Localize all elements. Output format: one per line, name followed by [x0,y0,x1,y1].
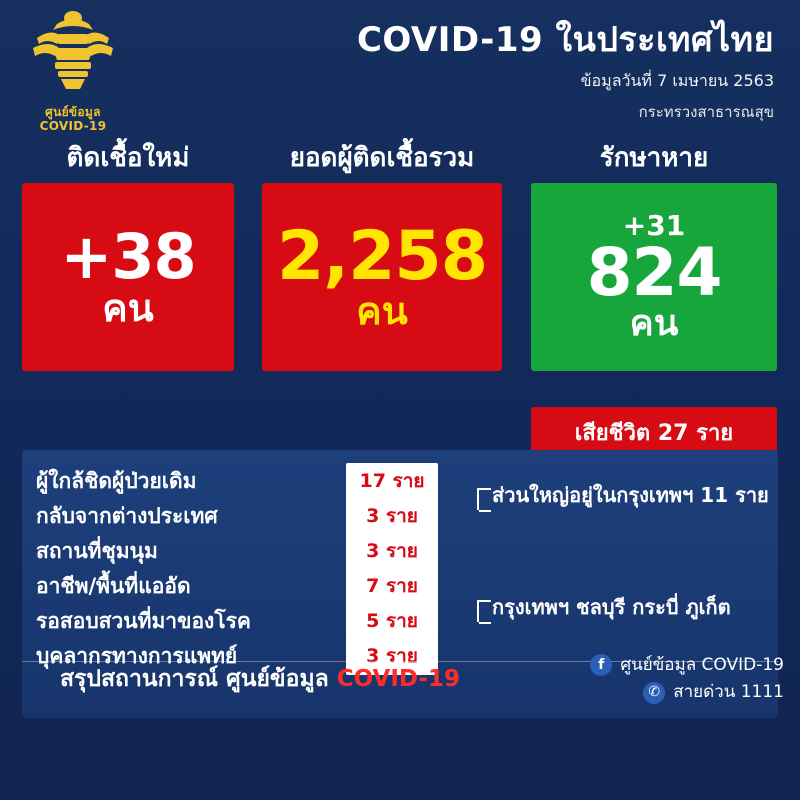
note-top: ส่วนใหญ่อยู่ในกรุงเทพฯ 11 ราย [492,483,769,507]
breakdown-value: 17 ราย [346,463,438,500]
stat-card-total-cases [262,145,502,371]
ministry-name: กระทรวงสาธารณสุข [638,103,774,122]
stats-section [0,145,800,445]
stat-unit-new-cases: คน [102,286,154,331]
stat-label-new-cases: ติดเชื้อใหม่ [66,143,190,173]
breakdown-label: อาชีพ/พื้นที่แออัด [36,574,191,598]
breakdown-value: 3 ราย [346,533,438,570]
connector-bracket-top [477,488,479,510]
breakdown-notes [492,482,769,619]
stat-label-recovered: รักษาหาย [599,143,709,173]
emblem-label-line2: COVID-19 [39,118,107,133]
breakdown-value: 7 ราย [346,568,438,605]
footer-phone-line[interactable] [590,679,784,706]
title-block [357,22,774,124]
table-row [22,534,778,569]
breakdown-value: 3 ราย [346,498,438,535]
footer-covid-label: COVID-19 [336,666,460,692]
breakdown-label: สถานที่ชุมนุม [36,539,158,563]
breakdown-panel [22,450,784,718]
header [0,0,800,145]
phone-icon[interactable]: ✆ [643,682,665,704]
breakdown-label: บุคลากรทางการแพทย์ [36,644,238,668]
stat-value-total-cases: 2,258 [276,216,488,296]
stat-value-recovered: 824 [586,233,722,311]
footer [44,648,800,710]
breakdown-label: รอสอบสวนที่มาของโรค [36,609,251,633]
footer-summary-label: สรุปสถานการณ์ ศูนย์ข้อมูล [60,666,337,692]
breakdown-label: กลับจากต่างประเทศ [36,504,218,528]
stat-delta-recovered: +31 [622,209,686,243]
stat-unit-total-cases: คน [356,289,408,334]
stat-label-total-cases: ยอดผู้ติดเชื้อรวม [289,143,475,173]
breakdown-rows [22,464,778,674]
footer-facebook-line[interactable] [590,652,784,679]
stat-value-new-cases: +38 [60,219,196,293]
emblem-label-line1: ศูนย์ข้อมูล [45,105,101,119]
stat-box-recovered [531,183,777,371]
footer-phone-label: สายด่วน 1111 [673,682,784,702]
footer-facebook-label: ศูนย์ข้อมูล COVID-19 [620,654,784,675]
stat-card-new-cases [22,145,234,371]
connector-bracket-bottom [477,600,479,622]
facebook-icon[interactable]: f [590,654,612,676]
note-bottom: กรุงเทพฯ ชลบุรี กระบี่ ภูเก็ต [492,595,731,619]
stat-unit-recovered: คน [629,302,679,344]
status-badge-deaths: เสียชีวิต 27 ราย [531,407,777,460]
data-date: ข้อมูลวันที่ 7 เมษายน 2563 [580,71,774,91]
stat-card-recovered [531,145,777,371]
page-title: COVID-19 ในประเทศไทย [356,20,774,60]
breakdown-value: 5 ราย [346,603,438,640]
thai-garuda-emblem-icon [18,8,128,104]
footer-summary-text [60,661,460,697]
breakdown-label: ผู้ใกล้ชิดผู้ป่วยเดิม [36,469,197,493]
emblem-block [18,8,128,134]
stat-box-total-cases [262,183,502,371]
footer-contact [590,652,784,706]
stat-box-new-cases [22,183,234,371]
breakdown-value: 3 ราย [346,638,438,675]
